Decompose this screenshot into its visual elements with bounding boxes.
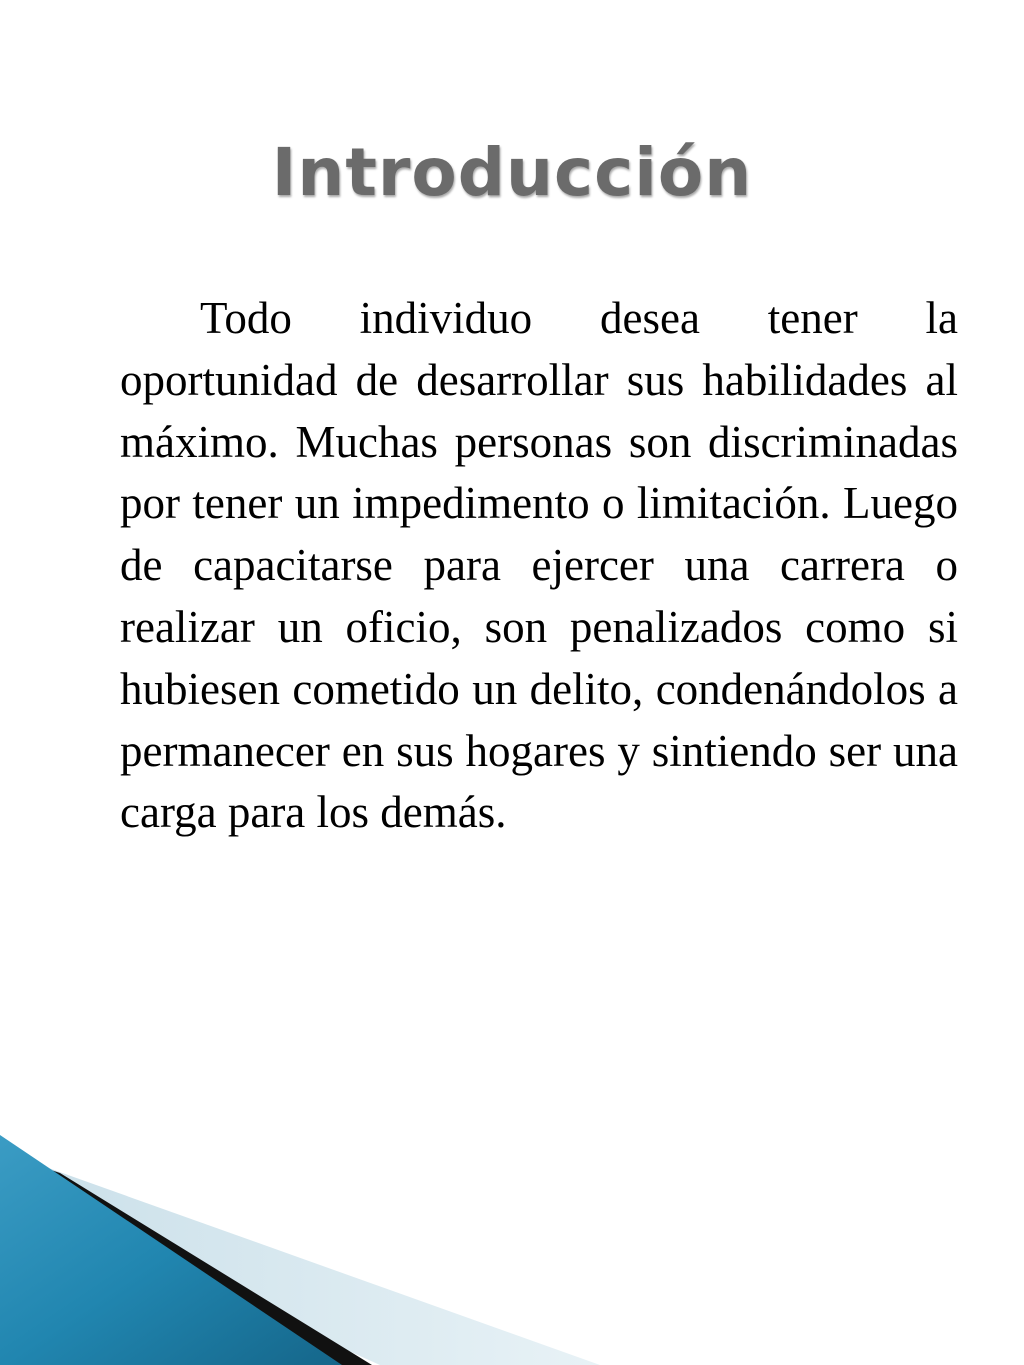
body-paragraph: Todo individuo desea tener la oportunidad de desarrollar sus habilidades al máximo. Muchas personas son discriminadas por tener un impedimento o limitación. Luego de capacitarse para ejercer una carrera o realizar un oficio, son penalizados como si hubiesen cometido un delito, condenándolos a permanecer en sus hogares y sintiendo ser una carga para los demás. — [120, 293, 958, 838]
corner-decoration — [0, 1135, 1024, 1365]
slide-title: Introducción — [271, 134, 753, 211]
blue-wedge-shape — [0, 1135, 342, 1365]
